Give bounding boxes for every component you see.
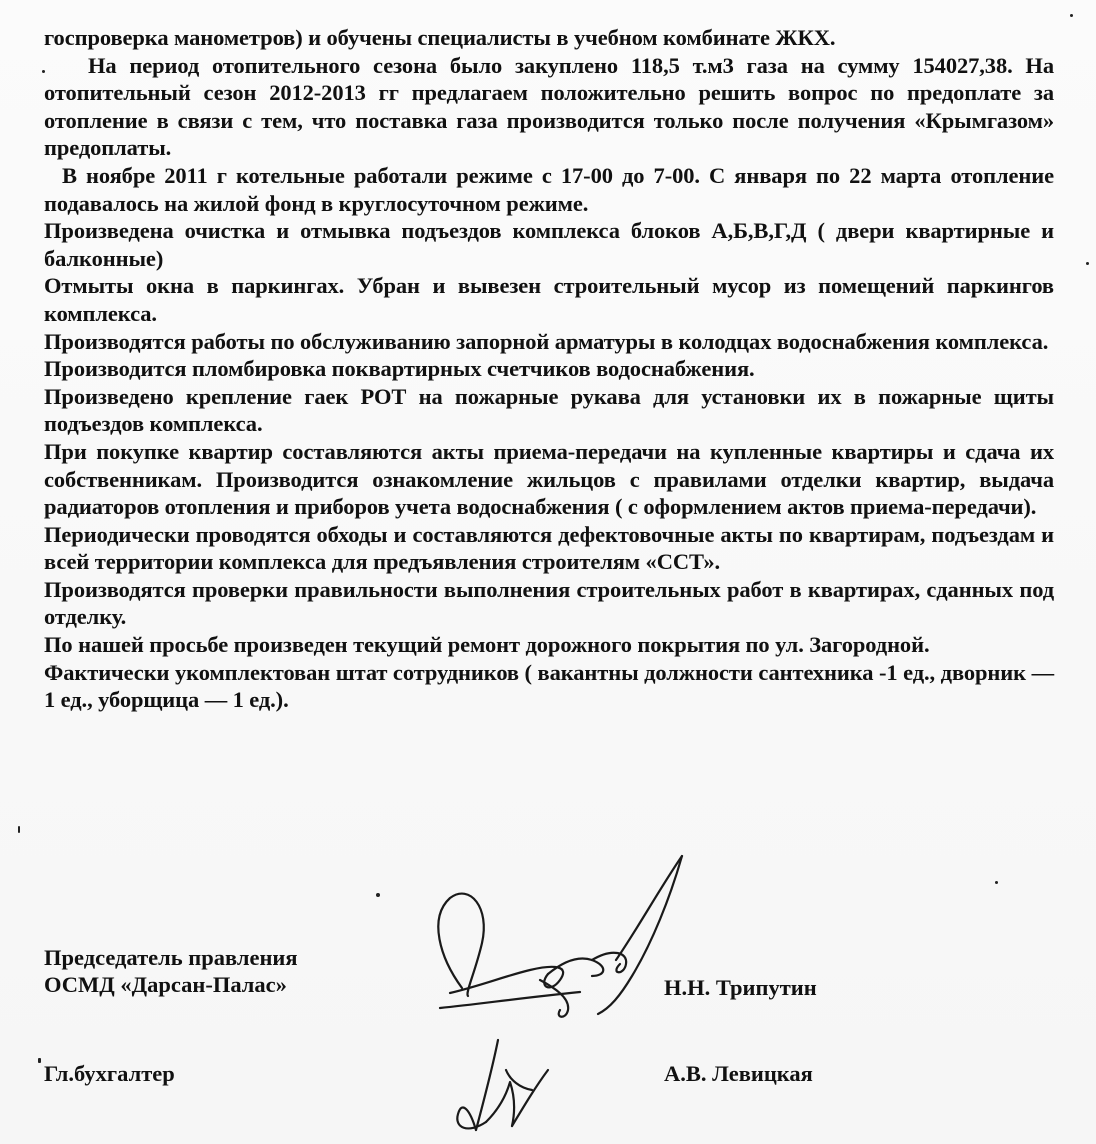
document-body <box>44 24 1054 714</box>
accountant-handwritten-signature <box>440 1030 560 1140</box>
paragraph: Фактически укомплектован штат сотрудников ( вакантны должности сантехника -1 ед., дворник — 1 ед., уборщица — 1 ед.). <box>44 659 1054 713</box>
scan-speck <box>38 1058 41 1063</box>
accountant-name: А.В. Левицкая <box>664 1061 813 1086</box>
scan-speck <box>1070 14 1073 17</box>
chairman-role-line1: Председатель правления <box>44 945 298 970</box>
paragraph: Производится пломбировка поквартирных счетчиков водоснабжения. <box>44 356 755 382</box>
paragraph: Производятся проверки правильности выполнения строительных работ в квартирах, сданных под отделку. <box>44 576 1054 630</box>
paragraph: В ноябре 2011 г котельные работали режиме с 17-00 до 7-00. С января по 22 марта отопление подавалось на жилой фонд в круглосуточном режиме. <box>44 162 1054 216</box>
paragraph: Произведено крепление гаек РОТ на пожарные рукава для установки их в пожарные щиты подъездов комплекса. <box>44 383 1054 437</box>
paragraph: На период отопительного сезона было закуплено 118,5 т.м3 газа на сумму 154027,38. На отопительный сезон 2012-2013 гг предлагаем положительно решить вопрос по предоплате за отопление в связи с тем, что поставка газа производится только после получения «Крымгазом» предоплаты. <box>44 52 1054 161</box>
accountant-role: Гл.бухгалтер <box>44 1061 175 1086</box>
paragraph: Периодически проводятся обходы и составляются дефектовочные акты по квартирам, подъездам и всей территории комплекса для предъявления строителям «ССТ». <box>44 521 1054 575</box>
paragraph: Произведена очистка и отмывка подъездов комплекса блоков А,Б,В,Г,Д ( двери квартирные и балконные) <box>44 218 1054 271</box>
scan-speck <box>18 826 20 833</box>
chairman-role-line2: ОСМД «Дарсан-Палас» <box>44 972 287 997</box>
paragraph: По нашей просьбе произведен текущий ремонт дорожного покрытия по ул. Загородной. <box>44 632 930 658</box>
paragraph: госпроверка манометров) и обучены специалисты в учебном комбинате ЖКХ. <box>44 25 836 50</box>
chairman-name: Н.Н. Трипутин <box>664 975 817 1000</box>
scan-speck <box>995 881 998 884</box>
scan-speck <box>1086 262 1089 265</box>
scan-speck <box>42 70 45 73</box>
paragraph: Производятся работы по обслуживанию запорной арматуры в колодцах водоснабжения комплекса. <box>44 328 1049 354</box>
chairman-role <box>44 944 298 998</box>
paragraph: Отмыты окна в паркингах. Убран и вывезен строительный мусор из помещений паркингов комплекса. <box>44 273 1054 326</box>
paragraph: При покупке квартир составляются акты приема-передачи на купленные квартиры и сдача их собственникам. Производится ознакомление жильцов с правилами отделки квартир, выдача радиаторов отопления и приборов учета водоснабжения ( с оформлением актов приема-передачи). <box>44 438 1054 520</box>
scan-speck <box>376 893 380 897</box>
chairman-handwritten-signature <box>420 848 690 1038</box>
